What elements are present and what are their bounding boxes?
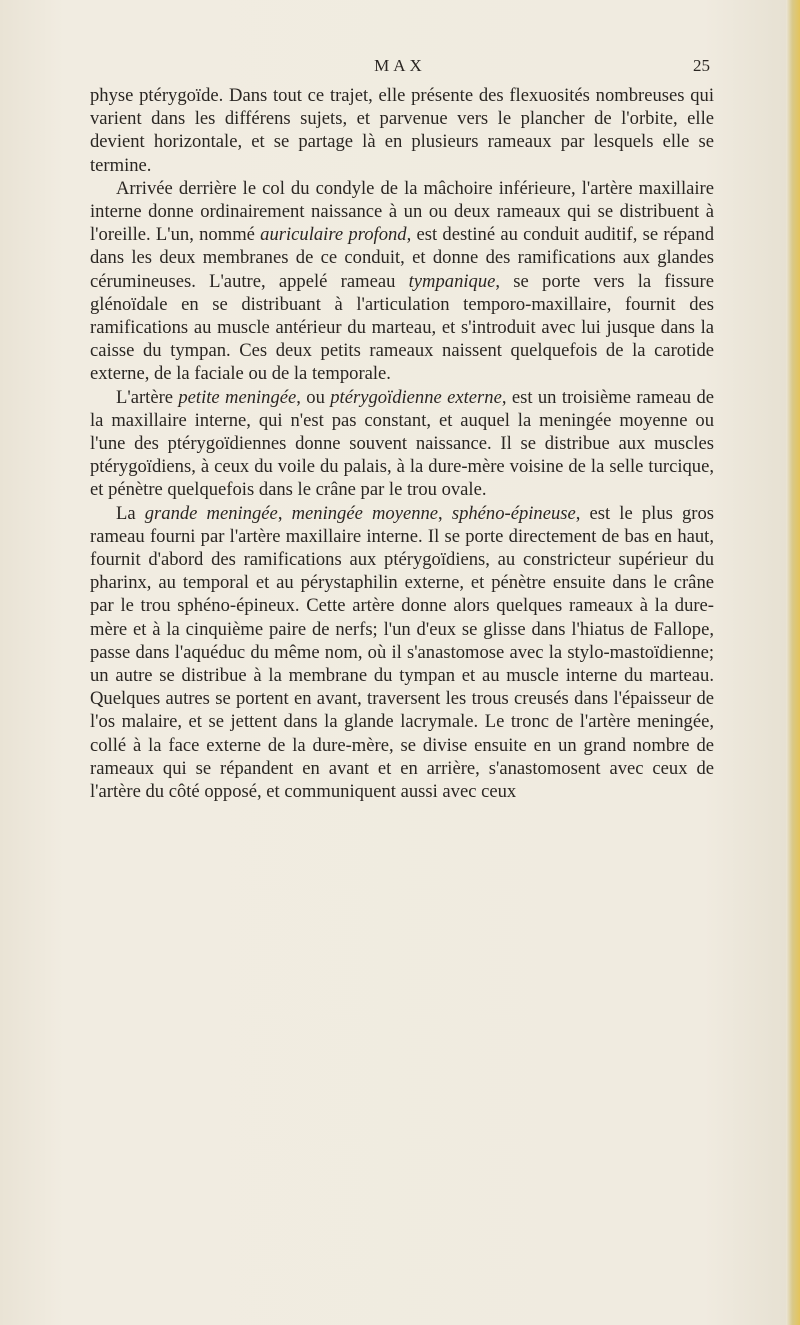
text-run: La [116, 502, 145, 524]
text-run: , [438, 502, 452, 524]
page-edge [786, 0, 800, 1325]
running-head: MAX [374, 56, 426, 75]
text-run: , ou [296, 386, 331, 408]
text-run: L'artère [116, 386, 179, 408]
paragraph [90, 386, 714, 502]
italic-term: grande meningée [144, 502, 278, 524]
page-header [90, 56, 710, 80]
text-run: , est un troisième rameau de la maxillaire interne, qui n'est pas constant, et auquel la meningée moyenne ou l'une des ptérygoïdiennes donne souvent naissance. Il se distribue aux muscles ptérygoïdiens, à ceux du voile du palais, à la dure-mère voisine de la selle turcique, et pénètre quelquefois dans le crâne par le trou ovale. [90, 386, 714, 501]
text-run: , est le plus gros rameau fourni par l'artère maxillaire interne. Il se porte directement de bas en haut, fournit d'abord des ramifications aux ptérygoïdiens, au constricteur supérieur du pharinx, au temporal et au pérystaphilin externe, et pénètre ensuite dans le crâne par le trou sphéno-épineux. Cette artère donne alors quelques rameaux à la dure-mère et à la cinquième paire de nerfs; l'un d'eux se glisse dans l'hiatus de Fallope, passe dans l'aquéduc du même nom, où il s'anastomose avec la stylo-mastoïdienne; un autre se distribue à la membrane du tympan et au muscle interne du marteau. Quelques autres se portent en avant, traversent les trous creusés dans l'épaisseur de l'os malaire, et se jettent dans la glande lacrymale. Le tronc de l'artère meningée, collé à la face externe de la dure-mère, se divise ensuite en un grand nombre de rameaux qui se répandent en avant et en arrière, s'anastomosent avec ceux de l'artère du côté opposé, et communiquent aussi avec ceux [90, 502, 715, 803]
paragraph [90, 84, 714, 177]
italic-term: meningée moyenne [291, 502, 439, 524]
text-run: Arrivée derrière le col du condyle de la mâchoire inférieure, l'artère maxillaire interne donne ordinairement naissance à un ou deux rameaux qui se distribuent à l'oreille. L'un, nommé [90, 177, 714, 246]
paragraph [90, 177, 714, 386]
page-number: 25 [693, 56, 710, 75]
text-run: physe ptérygoïde. Dans tout ce trajet, elle présente des flexuosités nombreuses qui varient dans les différens sujets, et parvenue vers le plancher de l'orbite, elle devient horizontale, et se partage là en plusieurs rameaux par lesquels elle se termine. [90, 85, 714, 176]
text-run: , [277, 502, 292, 524]
italic-term: tympanique [408, 270, 496, 292]
italic-term: petite meningée [178, 386, 297, 408]
text-run: , se porte vers la fissure glénoïdale en se distribuant à l'articulation temporo-maxillaire, fournit des ramifications au muscle antérieur du marteau, et s'introduit avec lui jusque dans la caisse du tympan. Ces deux petits rameaux naissent quelquefois de la carotide externe, de la faciale ou de la temporale. [90, 270, 714, 385]
paragraph [90, 502, 714, 804]
body-text [90, 84, 714, 803]
text-run: , est destiné au conduit auditif, se répand dans les deux membranes de ce conduit, et donne des ramifications aux glandes cérumineuses. L'autre, appelé rameau [90, 224, 714, 292]
italic-term: ptérygoïdienne externe [330, 386, 502, 408]
italic-term: auriculaire profond [260, 224, 407, 246]
italic-term: sphéno-épineuse [451, 502, 576, 524]
